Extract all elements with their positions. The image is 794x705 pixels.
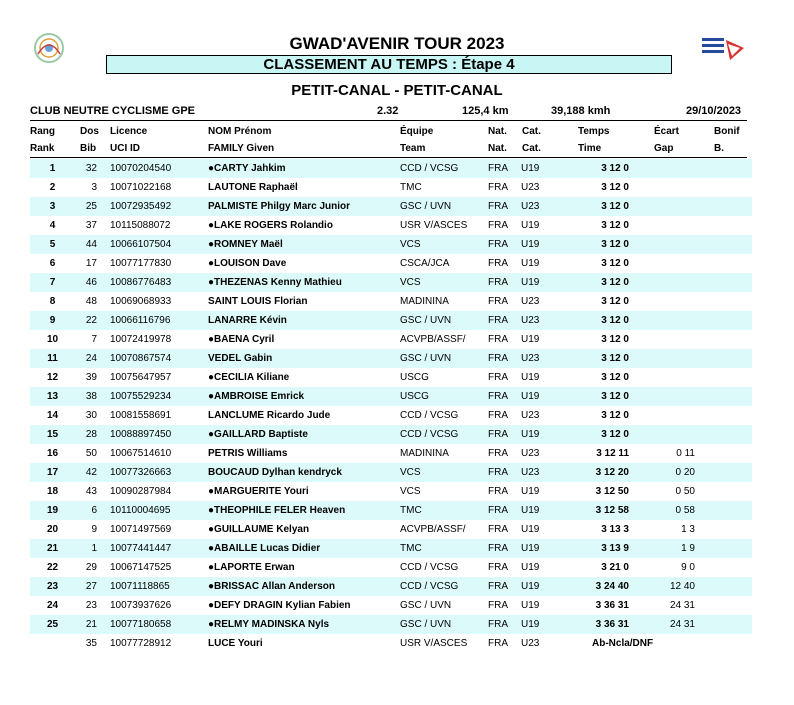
cell-team: GSC / UVN (400, 619, 452, 630)
col-time-fr: Temps (578, 126, 610, 137)
cell-bib: 1 (91, 543, 97, 554)
cell-rank: 4 (49, 220, 56, 231)
cell-licence: 10081558691 (110, 410, 172, 421)
cell-cat: U19 (521, 258, 540, 269)
col-licence-fr: Licence (110, 126, 148, 137)
cell-cat: U19 (521, 391, 540, 402)
cell-gap: 24 31 (669, 600, 695, 611)
cell-rank: 3 (49, 201, 56, 212)
cell-rank: 18 (46, 486, 59, 497)
cell-time: 3 12 0 (601, 353, 629, 364)
cell-gap: 1 9 (681, 543, 695, 554)
cell-cat: U23 (521, 315, 540, 326)
table-row (30, 558, 752, 577)
cell-licence: 10070867574 (110, 353, 172, 364)
cell-time: 3 21 0 (601, 562, 629, 573)
cell-rank: 10 (46, 334, 59, 345)
table-row (30, 463, 752, 482)
cell-licence: 10066107504 (110, 239, 172, 250)
col-team-en: Team (400, 143, 426, 154)
cell-nat: FRA (488, 315, 508, 326)
table-row (30, 292, 752, 311)
cell-licence: 10075529234 (110, 391, 172, 402)
table-row (30, 615, 752, 634)
cell-rank: 17 (46, 467, 59, 478)
cell-team: USCG (400, 372, 429, 383)
stage-route: PETIT-CANAL - PETIT-CANAL (291, 82, 503, 99)
col-gap-fr: Écart (654, 126, 680, 137)
cell-rank: 15 (46, 429, 59, 440)
cell-team: CCD / VCSG (400, 562, 459, 573)
table-row (30, 406, 752, 425)
cell-bib: 48 (85, 296, 97, 307)
cell-cat: U19 (521, 277, 540, 288)
cell-bib: 28 (85, 429, 97, 440)
cell-team: ACVPB/ASSF/ (400, 334, 466, 345)
cell-bib: 44 (85, 239, 97, 250)
cell-licence: 10075647957 (110, 372, 172, 383)
cell-name: ●CARTY Jahkim (208, 163, 286, 174)
organizer-club: CLUB NEUTRE CYCLISME GPE (30, 105, 196, 117)
cell-cat: U19 (521, 581, 540, 592)
cell-bib: 27 (85, 581, 97, 592)
race-distance: 125,4 km (462, 105, 509, 117)
race-date: 29/10/2023 (686, 105, 742, 117)
cell-nat: FRA (488, 410, 508, 421)
cell-nat: FRA (488, 391, 508, 402)
cell-bib: 39 (85, 372, 97, 383)
cell-nat: FRA (488, 581, 508, 592)
cell-time: 3 13 9 (601, 543, 629, 554)
cell-team: USR V/ASCES (400, 638, 468, 649)
cell-rank: 13 (46, 391, 59, 402)
table-row (30, 197, 752, 216)
cell-licence: 10077180658 (110, 619, 172, 630)
cell-licence: 10067514610 (110, 448, 172, 459)
cell-team: VCS (400, 467, 421, 478)
table-row (30, 311, 752, 330)
cell-name: VEDEL Gabin (208, 353, 273, 364)
cell-bib: 46 (85, 277, 97, 288)
cell-bib: 37 (85, 220, 97, 231)
cell-nat: FRA (488, 296, 508, 307)
cell-time: 3 12 0 (601, 391, 629, 402)
cell-time: 3 12 0 (601, 163, 629, 174)
cell-rank: 23 (46, 581, 59, 592)
cell-cat: U19 (521, 619, 540, 630)
cell-licence: 10070204540 (110, 163, 172, 174)
col-name-en: FAMILY Given (208, 143, 275, 154)
cell-licence: 10077728912 (110, 638, 172, 649)
header-divider-top (30, 120, 747, 121)
cell-licence: 10090287984 (110, 486, 172, 497)
cell-bib: 32 (85, 163, 97, 174)
col-licence-en: UCI ID (110, 143, 140, 154)
cell-cat: U19 (521, 486, 540, 497)
cell-bib: 7 (91, 334, 97, 345)
cell-rank: 2 (49, 182, 56, 193)
cell-time: 3 36 31 (595, 619, 629, 630)
cell-name: LAUTONE Raphaël (208, 182, 298, 193)
cell-name: PETRIS Williams (208, 448, 288, 459)
cell-bib: 21 (85, 619, 97, 630)
cell-rank: 8 (49, 296, 56, 307)
cell-cat: U19 (521, 524, 540, 535)
cell-time: 3 12 0 (601, 258, 629, 269)
cell-cat: U23 (521, 353, 540, 364)
table-row (30, 634, 752, 653)
cell-rank: 7 (49, 277, 56, 288)
cell-nat: FRA (488, 429, 508, 440)
cell-time: 3 12 50 (595, 486, 629, 497)
col-bib-en: Bib (80, 143, 97, 154)
cell-nat: FRA (488, 163, 508, 174)
cell-nat: FRA (488, 467, 508, 478)
cell-rank: 11 (47, 353, 58, 364)
cell-team: USR V/ASCES (400, 220, 468, 231)
cell-cat: U19 (521, 505, 540, 516)
race-code: 2.32 (377, 105, 399, 117)
cell-cat: U19 (521, 562, 540, 573)
cell-time: Ab-Ncla/DNF (592, 638, 654, 649)
cell-team: USCG (400, 391, 429, 402)
cell-team: CCD / VCSG (400, 429, 459, 440)
cell-name: ●MARGUERITE Youri (208, 486, 309, 497)
document-title: GWAD'AVENIR TOUR 2023 (289, 34, 505, 53)
cell-bib: 43 (85, 486, 97, 497)
cell-nat: FRA (488, 562, 508, 573)
cell-rank: 14 (46, 410, 59, 421)
table-row (30, 482, 752, 501)
col-team-fr: Équipe (400, 126, 434, 137)
cell-licence: 10066116796 (110, 315, 171, 326)
cell-licence: 10086776483 (110, 277, 172, 288)
cell-name: ●BAENA Cyril (208, 334, 275, 345)
average-speed: 39,188 kmh (551, 105, 611, 117)
col-time-en: Time (578, 143, 602, 154)
cell-cat: U19 (521, 372, 540, 383)
cell-nat: FRA (488, 543, 508, 554)
cell-nat: FRA (488, 201, 508, 212)
cell-name: LANCLUME Ricardo Jude (208, 410, 331, 421)
cell-licence: 10067147525 (110, 562, 172, 573)
cell-bib: 24 (85, 353, 97, 364)
cell-licence: 10071118865 (110, 581, 170, 592)
cell-cat: U19 (521, 429, 540, 440)
col-rank-fr: Rang (30, 126, 55, 137)
cell-cat: U23 (521, 638, 540, 649)
cell-time: 3 13 3 (601, 524, 629, 535)
cell-gap: 12 40 (669, 581, 695, 592)
cell-name: ●GAILLARD Baptiste (208, 429, 308, 440)
cell-name: SAINT LOUIS Florian (208, 296, 308, 307)
cell-team: VCS (400, 486, 421, 497)
cell-gap: 0 50 (675, 486, 695, 497)
cell-licence: 10071022168 (110, 182, 172, 193)
table-row (30, 330, 752, 349)
cell-team: TMC (400, 505, 422, 516)
cell-licence: 10077441447 (110, 543, 172, 554)
cell-cat: U19 (521, 220, 540, 231)
table-row (30, 159, 752, 178)
cell-rank: 24 (46, 600, 59, 611)
table-row (30, 273, 752, 292)
table-row (30, 368, 752, 387)
cell-bib: 38 (85, 391, 97, 402)
table-row (30, 539, 752, 558)
table-row (30, 254, 752, 273)
cell-cat: U23 (521, 201, 540, 212)
cell-licence: 10072935492 (110, 201, 172, 212)
cell-rank: 6 (49, 258, 56, 269)
cell-rank: 19 (46, 505, 59, 516)
col-rank-en: Rank (30, 143, 55, 154)
cell-gap: 24 31 (669, 619, 695, 630)
cell-licence: 10088897450 (110, 429, 172, 440)
cell-team: CCD / VCSG (400, 163, 459, 174)
cell-nat: FRA (488, 486, 508, 497)
cell-licence: 10073937626 (110, 600, 172, 611)
cell-name: ●ROMNEY Maël (208, 239, 283, 250)
cell-name: ●DEFY DRAGIN Kylian Fabien (208, 600, 351, 611)
cell-bib: 22 (85, 315, 97, 326)
cell-gap: 1 3 (681, 524, 695, 535)
cell-name: BOUCAUD Dylhan kendryck (208, 467, 342, 478)
cell-team: CCD / VCSG (400, 410, 459, 421)
cell-licence: 10072419978 (110, 334, 172, 345)
cell-cat: U19 (521, 163, 540, 174)
cell-rank: 1 (49, 163, 56, 174)
cell-cat: U19 (521, 334, 540, 345)
cell-bib: 29 (85, 562, 97, 573)
cell-licence: 10110004695 (110, 505, 171, 516)
cell-time: 3 12 58 (595, 505, 629, 516)
cell-name: ●LOUISON Dave (208, 258, 287, 269)
table-row (30, 235, 752, 254)
col-nat-en: Nat. (488, 143, 507, 154)
cell-cat: U23 (521, 182, 540, 193)
cell-time: 3 12 0 (601, 182, 629, 193)
cell-time: 3 12 0 (601, 201, 629, 212)
cell-nat: FRA (488, 277, 508, 288)
cell-cat: U19 (521, 600, 540, 611)
cell-rank: 16 (46, 448, 59, 459)
cell-team: MADININA (400, 296, 449, 307)
cell-team: CCD / VCSG (400, 581, 459, 592)
cell-time: 3 12 0 (601, 239, 629, 250)
table-row (30, 444, 752, 463)
cell-cat: U19 (521, 543, 540, 554)
cell-cat: U23 (521, 410, 540, 421)
table-row (30, 216, 752, 235)
cell-team: GSC / UVN (400, 201, 452, 212)
cell-nat: FRA (488, 258, 508, 269)
cell-time: 3 12 0 (601, 296, 629, 307)
cell-time: 3 12 0 (601, 315, 629, 326)
cell-team: GSC / UVN (400, 600, 452, 611)
cell-time: 3 12 0 (601, 334, 629, 345)
cell-nat: FRA (488, 600, 508, 611)
cell-bib: 35 (85, 638, 97, 649)
cell-gap: 0 20 (675, 467, 695, 478)
cell-nat: FRA (488, 372, 508, 383)
cell-name: ●RELMY MADINSKA Nyls (208, 619, 330, 630)
table-row (30, 577, 752, 596)
cell-rank: 5 (49, 239, 56, 250)
cell-licence: 10077326663 (110, 467, 172, 478)
cell-time: 3 12 0 (601, 410, 629, 421)
cell-name: LUCE Youri (208, 638, 263, 649)
table-row (30, 425, 752, 444)
cell-name: ●ABAILLE Lucas Didier (208, 543, 321, 554)
cell-bib: 6 (91, 505, 97, 516)
cell-nat: FRA (488, 638, 508, 649)
cell-nat: FRA (488, 505, 508, 516)
table-row (30, 349, 752, 368)
cell-bib: 9 (91, 524, 97, 535)
cell-nat: FRA (488, 220, 508, 231)
cell-name: ●LAPORTE Erwan (208, 562, 295, 573)
cell-cat: U23 (521, 296, 540, 307)
cell-rank: 9 (49, 315, 56, 326)
cell-name: ●THEOPHILE FELER Heaven (208, 505, 346, 516)
cell-licence: 10077177830 (110, 258, 172, 269)
cell-nat: FRA (488, 619, 508, 630)
cell-licence: 10071497569 (110, 524, 172, 535)
col-cat-fr: Cat. (522, 126, 541, 137)
cell-gap: 0 58 (675, 505, 695, 516)
cell-nat: FRA (488, 448, 508, 459)
cell-nat: FRA (488, 353, 508, 364)
cell-bib: 25 (85, 201, 97, 212)
cell-name: ●BRISSAC Allan Anderson (208, 581, 335, 592)
cell-time: 3 12 0 (601, 277, 629, 288)
cell-time: 3 36 31 (595, 600, 629, 611)
cell-rank: 21 (46, 543, 59, 554)
col-name-fr: NOM Prénom (208, 126, 272, 137)
cell-cat: U23 (521, 467, 540, 478)
cell-licence: 10115088072 (110, 220, 171, 231)
cell-team: MADININA (400, 448, 449, 459)
col-bib-fr: Dos (80, 126, 99, 137)
cell-rank: 20 (46, 524, 59, 535)
ranking-subtitle: CLASSEMENT AU TEMPS : Étape 4 (106, 55, 672, 74)
cell-name: ●AMBROISE Emrick (208, 391, 305, 402)
cell-name: ●CECILIA Kiliane (208, 372, 290, 383)
cell-bib: 50 (85, 448, 97, 459)
cell-nat: FRA (488, 524, 508, 535)
cell-time: 3 12 0 (601, 372, 629, 383)
cell-name: ●GUILLAUME Kelyan (208, 524, 310, 535)
cell-team: CSCA/JCA (400, 258, 450, 269)
cell-team: TMC (400, 543, 422, 554)
cell-rank: 12 (46, 372, 59, 383)
cell-nat: FRA (488, 182, 508, 193)
cell-bib: 23 (85, 600, 97, 611)
cell-bib: 17 (85, 258, 97, 269)
col-bonus-fr: Bonif (714, 126, 740, 137)
cell-team: GSC / UVN (400, 353, 452, 364)
cell-time: 3 12 0 (601, 220, 629, 231)
cell-nat: FRA (488, 239, 508, 250)
cell-name: ●LAKE ROGERS Rolandio (208, 220, 333, 231)
cell-bib: 30 (85, 410, 97, 421)
cell-name: LANARRE Kévin (208, 315, 287, 326)
cell-cat: U23 (521, 448, 540, 459)
cell-team: VCS (400, 277, 421, 288)
cell-time: 3 12 0 (601, 429, 629, 440)
cell-cat: U19 (521, 239, 540, 250)
cell-bib: 3 (91, 182, 97, 193)
cell-team: VCS (400, 239, 421, 250)
cell-bib: 42 (85, 467, 97, 478)
cell-time: 3 12 20 (595, 467, 629, 478)
cell-nat: FRA (488, 334, 508, 345)
cell-gap: 0 11 (676, 448, 695, 459)
cell-team: GSC / UVN (400, 315, 452, 326)
col-bonus-en: B. (714, 143, 724, 154)
cell-time: 3 12 11 (596, 448, 629, 459)
cell-name: ●THEZENAS Kenny Mathieu (208, 277, 342, 288)
header-divider-bottom (30, 157, 747, 158)
cell-team: TMC (400, 182, 422, 193)
table-row (30, 520, 752, 539)
table-row (30, 501, 752, 520)
cell-time: 3 24 40 (595, 581, 629, 592)
col-gap-en: Gap (654, 143, 674, 154)
cell-gap: 9 0 (681, 562, 695, 573)
col-cat-en: Cat. (522, 143, 541, 154)
col-nat-fr: Nat. (488, 126, 507, 137)
cell-name: PALMISTE Philgy Marc Junior (208, 201, 351, 212)
cell-licence: 10069068933 (110, 296, 172, 307)
cell-rank: 22 (46, 562, 59, 573)
cell-rank: 25 (46, 619, 59, 630)
cell-team: ACVPB/ASSF/ (400, 524, 466, 535)
table-row (30, 178, 752, 197)
table-row (30, 596, 752, 615)
table-row (30, 387, 752, 406)
